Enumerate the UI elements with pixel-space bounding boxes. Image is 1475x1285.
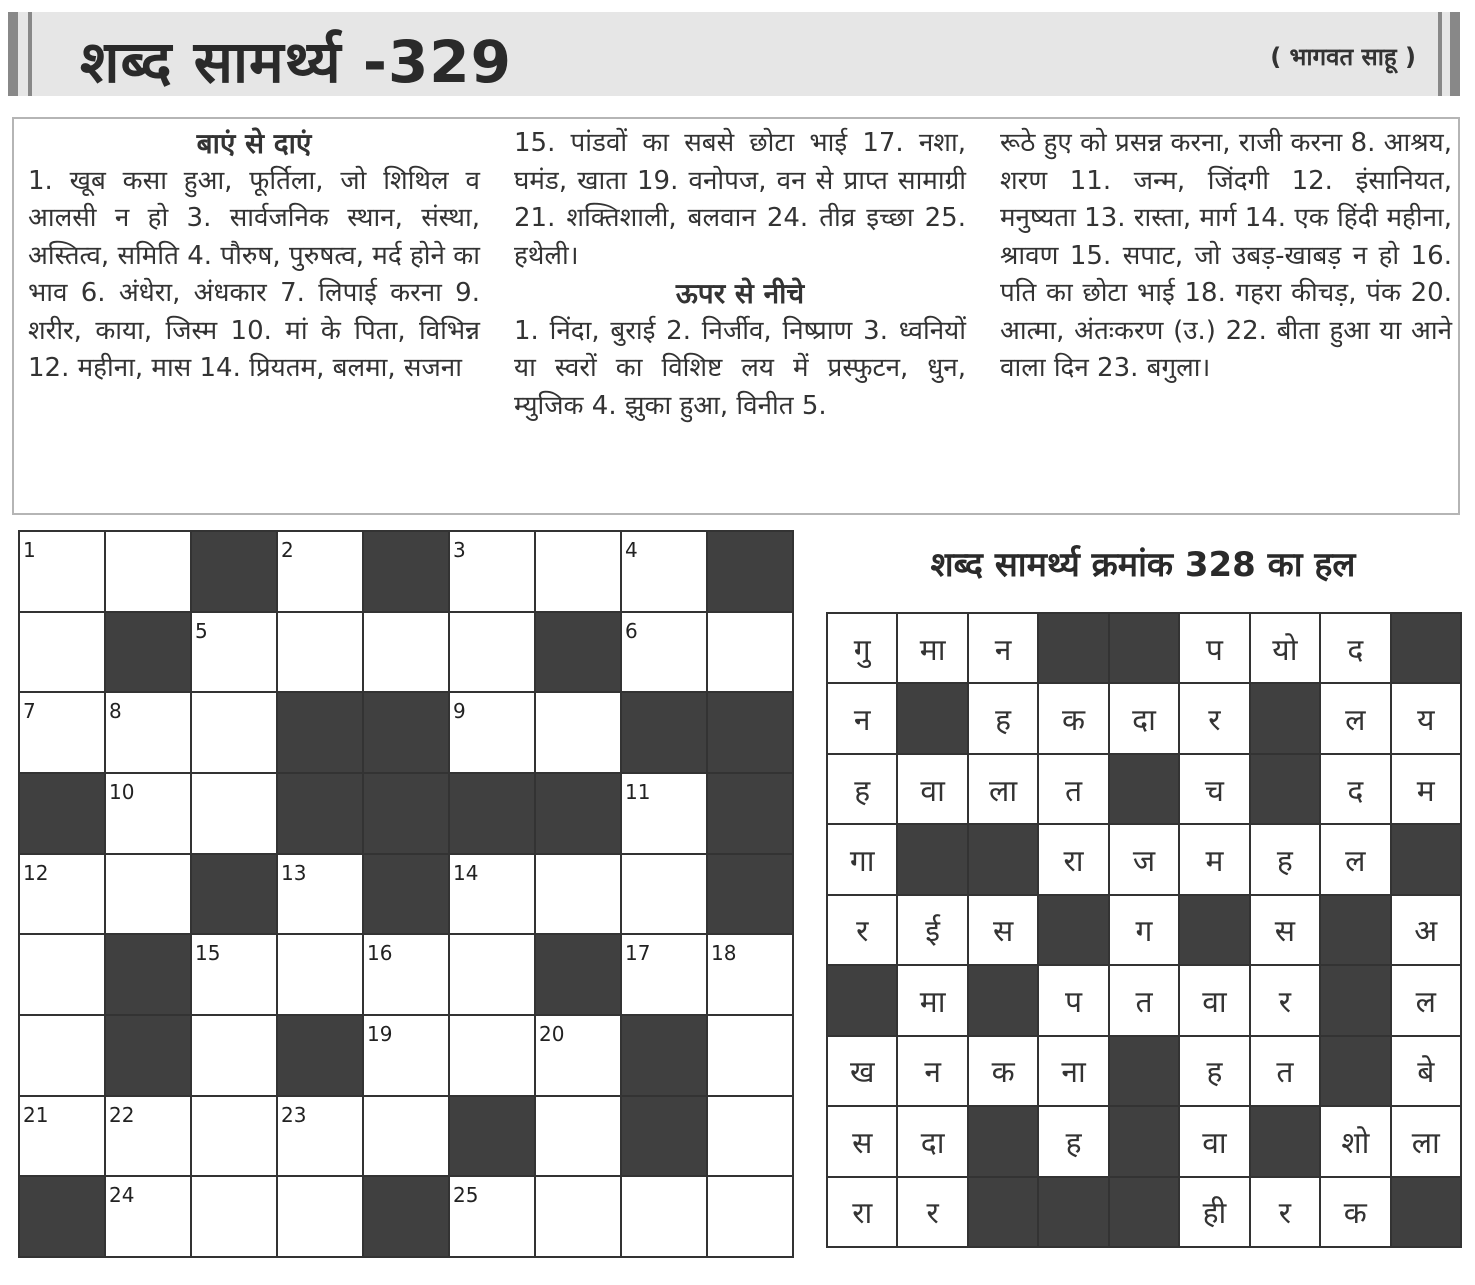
grid-cell[interactable] — [278, 1097, 362, 1176]
banner-bar-right-thin — [1438, 12, 1442, 96]
grid-cell[interactable] — [450, 935, 534, 1014]
solution-cell: ला — [1392, 1107, 1460, 1175]
black-cell — [106, 1016, 190, 1095]
solution-cell: वा — [1180, 966, 1248, 1034]
solution-cell: रा — [1039, 825, 1107, 893]
solution-cell: र — [828, 896, 896, 964]
solution-cell: ल — [1321, 684, 1389, 752]
solution-cell: ह — [828, 755, 896, 823]
solution-cell: ही — [1180, 1178, 1248, 1246]
grid-cell[interactable] — [622, 935, 706, 1014]
solution-cell: रा — [828, 1178, 896, 1246]
grid-cell[interactable] — [278, 935, 362, 1014]
solution-cell: क — [1321, 1178, 1389, 1246]
solution-cell: न — [828, 684, 896, 752]
grid-cell[interactable] — [192, 1177, 276, 1256]
clue-number: 10 — [109, 779, 135, 804]
grid-cell[interactable] — [278, 613, 362, 692]
grid-cell[interactable] — [450, 855, 534, 934]
solution-cell: स — [828, 1107, 896, 1175]
grid-cell[interactable] — [708, 613, 792, 692]
clue-number: 16 — [367, 941, 393, 966]
solution-cell: ना — [1039, 1037, 1107, 1105]
solution-black-cell — [1180, 896, 1248, 964]
grid-cell[interactable] — [106, 693, 190, 772]
solution-black-cell — [1110, 1037, 1178, 1105]
grid-cell[interactable] — [192, 935, 276, 1014]
crossword-grid — [18, 530, 794, 1258]
solution-cell: वा — [898, 755, 966, 823]
grid-cell[interactable] — [536, 1177, 620, 1256]
grid-cell[interactable] — [192, 774, 276, 853]
solution-cell: शो — [1321, 1107, 1389, 1175]
clue-number: 12 — [23, 860, 49, 885]
clue-number: 17 — [625, 941, 651, 966]
clue-number: 3 — [453, 538, 466, 562]
banner-bar-right-thick — [1450, 12, 1460, 96]
grid-cell[interactable] — [622, 613, 706, 692]
grid-cell[interactable] — [622, 774, 706, 853]
solution-black-cell — [1039, 896, 1107, 964]
clues-column-1 — [28, 125, 480, 388]
solution-cell: क — [1039, 684, 1107, 752]
solution-cell: म — [1392, 755, 1460, 823]
grid-cell[interactable] — [20, 1016, 104, 1095]
solution-black-cell — [969, 1178, 1037, 1246]
solution-black-cell — [1321, 1037, 1389, 1105]
grid-cell[interactable] — [622, 855, 706, 934]
solution-cell: न — [969, 614, 1037, 682]
black-cell — [20, 774, 104, 853]
grid-cell[interactable] — [450, 693, 534, 772]
clue-number: 19 — [367, 1021, 393, 1046]
grid-cell[interactable] — [536, 1097, 620, 1176]
solution-cell: र — [898, 1178, 966, 1246]
solution-black-cell — [969, 1107, 1037, 1175]
black-cell — [450, 1097, 534, 1176]
clue-number: 7 — [23, 699, 36, 724]
clue-number: 22 — [109, 1102, 135, 1127]
grid-cell[interactable] — [364, 1016, 448, 1095]
author-credit: ( भागवत साहू ) — [1270, 43, 1416, 71]
grid-cell[interactable] — [622, 532, 706, 611]
clue-number: 4 — [625, 538, 638, 562]
solution-cell: त — [1039, 755, 1107, 823]
solution-black-cell — [898, 684, 966, 752]
solution-cell: यो — [1251, 614, 1319, 682]
grid-cell[interactable] — [192, 693, 276, 772]
black-cell — [622, 1016, 706, 1095]
solution-grid — [826, 612, 1462, 1248]
solution-black-cell — [1110, 1178, 1178, 1246]
solution-black-cell — [1251, 684, 1319, 752]
grid-cell[interactable] — [364, 1097, 448, 1176]
solution-black-cell — [1110, 755, 1178, 823]
grid-cell[interactable] — [622, 1177, 706, 1256]
solution-cell: ल — [1321, 825, 1389, 893]
grid-cell[interactable] — [536, 693, 620, 772]
solution-cell: ल — [1392, 966, 1460, 1034]
across-heading: बाएं से दाएं — [196, 127, 312, 160]
solution-cell: दा — [1110, 684, 1178, 752]
grid-cell[interactable] — [450, 1016, 534, 1095]
solution-black-cell — [1392, 1178, 1460, 1246]
grid-cell[interactable] — [450, 1177, 534, 1256]
solution-cell: मा — [898, 966, 966, 1034]
clue-number: 6 — [625, 618, 638, 643]
banner-bar-left-thin — [28, 12, 32, 96]
solution-black-cell — [1039, 1178, 1107, 1246]
black-cell — [106, 935, 190, 1014]
clue-number: 13 — [281, 860, 307, 885]
solution-black-cell — [828, 966, 896, 1034]
solution-cell: ह — [1180, 1037, 1248, 1105]
black-cell — [106, 613, 190, 692]
black-cell — [364, 693, 448, 772]
grid-cell[interactable] — [364, 613, 448, 692]
solution-cell: त — [1110, 966, 1178, 1034]
solution-black-cell — [1251, 755, 1319, 823]
grid-cell[interactable] — [536, 1016, 620, 1095]
clue-number: 8 — [109, 699, 122, 724]
solution-cell: ज — [1110, 825, 1178, 893]
solution-black-cell — [969, 966, 1037, 1034]
black-cell — [708, 693, 792, 772]
solution-black-cell — [1321, 896, 1389, 964]
solution-cell: ला — [969, 755, 1037, 823]
solution-cell: क — [969, 1037, 1037, 1105]
black-cell — [536, 613, 620, 692]
grid-cell[interactable] — [192, 1097, 276, 1176]
grid-cell[interactable] — [106, 1097, 190, 1176]
solution-cell: ह — [969, 684, 1037, 752]
solution-cell: गा — [828, 825, 896, 893]
grid-cell[interactable] — [106, 1177, 190, 1256]
clue-number: 20 — [539, 1021, 565, 1046]
header-banner — [8, 12, 1460, 96]
clues-column-2 — [514, 125, 966, 425]
solution-black-cell — [1392, 614, 1460, 682]
black-cell — [708, 532, 792, 611]
clue-number: 1 — [23, 538, 36, 562]
black-cell — [278, 693, 362, 772]
solution-cell: य — [1392, 684, 1460, 752]
solution-cell: स — [969, 896, 1037, 964]
solution-cell: ग — [1110, 896, 1178, 964]
black-cell — [450, 774, 534, 853]
grid-cell[interactable] — [106, 774, 190, 853]
solution-cell: न — [898, 1037, 966, 1105]
grid-cell[interactable] — [20, 855, 104, 934]
solution-title: शब्द सामर्थ्य क्रमांक 328 का हल — [930, 545, 1356, 585]
black-cell — [278, 774, 362, 853]
grid-cell[interactable] — [364, 935, 448, 1014]
down-clues-part-2: रूठे हुए को प्रसन्न करना, राजी करना 8. आश्रय, शरण 11. जन्म, जिंदगी 12. इंसानियत, मनुष्यता 13. रास्ता, मार्ग 14. एक हिंदी महीना, श्रावण 15. सपाट, जो उबड़-खाबड़ न हो 16. पति का छोटा भाई 18. गहरा कीचड़, पंक 20. आत्मा, अंतःकरण (उ.) 22. बीता हुआ या आने वाला दिन 23. बगुला। — [1000, 128, 1452, 383]
solution-cell: र — [1251, 1178, 1319, 1246]
solution-cell: स — [1251, 896, 1319, 964]
clue-number: 9 — [453, 699, 466, 724]
solution-cell: बे — [1392, 1037, 1460, 1105]
grid-cell[interactable] — [708, 1177, 792, 1256]
black-cell — [622, 1097, 706, 1176]
solution-cell: अ — [1392, 896, 1460, 964]
black-cell — [278, 1016, 362, 1095]
clue-number: 2 — [281, 538, 294, 562]
grid-cell[interactable] — [20, 935, 104, 1014]
black-cell — [622, 693, 706, 772]
solution-black-cell — [1110, 1107, 1178, 1175]
grid-cell[interactable] — [450, 613, 534, 692]
solution-cell: मा — [898, 614, 966, 682]
solution-cell: गु — [828, 614, 896, 682]
solution-black-cell — [898, 825, 966, 893]
solution-cell: द — [1321, 755, 1389, 823]
clue-number: 11 — [625, 779, 651, 804]
clue-number: 24 — [109, 1183, 135, 1208]
clue-number: 21 — [23, 1102, 49, 1127]
solution-cell: ह — [1039, 1107, 1107, 1175]
solution-cell: प — [1180, 614, 1248, 682]
solution-black-cell — [1110, 614, 1178, 682]
grid-cell[interactable] — [708, 935, 792, 1014]
solution-cell: ख — [828, 1037, 896, 1105]
clue-number: 14 — [453, 860, 479, 885]
black-cell — [364, 1177, 448, 1256]
solution-black-cell — [1251, 1107, 1319, 1175]
black-cell — [536, 774, 620, 853]
across-clues-part-2: 15. पांडवों का सबसे छोटा भाई 17. नशा, घमंड, खाता 19. वनोपज, वन से प्राप्त सामाग्री 21. शक्तिशाली, बलवान 24. तीव्र इच्छा 25. हथेली। — [514, 128, 966, 271]
grid-cell[interactable] — [708, 1016, 792, 1095]
down-clues-part-1: 1. निंदा, बुराई 2. निर्जीव, निष्प्राण 3. ध्वनियों या स्वरों का विशिष्ट लय में प्रस्फुटन, धुन, म्युजिक 4. झुका हुआ, विनीत 5. — [514, 315, 966, 421]
clue-number: 18 — [711, 941, 737, 966]
solution-cell: ई — [898, 896, 966, 964]
grid-cell[interactable] — [536, 855, 620, 934]
clue-number: 25 — [453, 1183, 479, 1208]
black-cell — [20, 1177, 104, 1256]
grid-cell[interactable] — [278, 855, 362, 934]
black-cell — [708, 855, 792, 934]
clues-column-3 — [1000, 125, 1452, 388]
grid-cell[interactable] — [536, 532, 620, 611]
solution-cell: र — [1251, 966, 1319, 1034]
grid-cell[interactable] — [20, 613, 104, 692]
across-clues-part-1: 1. खूब कसा हुआ, फूर्तिला, जो शिथिल व आलसी न हो 3. सार्वजनिक स्थान, संस्था, अस्तित्व, समिति 4. पौरुष, पुरुषत्व, मर्द होने का भाव 6. अंधेरा, अंधकार 7. लिपाई करना 9. शरीर, काया, जिस्म 10. मां के पिता, विभिन्न 12. महीना, मास 14. प्रियतम, बलमा, सजना — [28, 165, 480, 383]
banner-bar-left-thick — [8, 12, 18, 96]
solution-cell: वा — [1180, 1107, 1248, 1175]
clue-number: 5 — [195, 618, 208, 643]
black-cell — [708, 774, 792, 853]
solution-black-cell — [1321, 966, 1389, 1034]
grid-cell[interactable] — [20, 1097, 104, 1176]
grid-cell[interactable] — [106, 532, 190, 611]
solution-cell: ह — [1251, 825, 1319, 893]
solution-black-cell — [1039, 614, 1107, 682]
solution-black-cell — [969, 825, 1037, 893]
page-title: शब्द सामर्थ्य -329 — [80, 28, 513, 96]
grid-cell[interactable] — [192, 1016, 276, 1095]
black-cell — [192, 532, 276, 611]
clue-number: 15 — [195, 941, 221, 966]
clue-number: 23 — [281, 1102, 307, 1127]
solution-cell: च — [1180, 755, 1248, 823]
solution-cell: त — [1251, 1037, 1319, 1105]
solution-black-cell — [1392, 825, 1460, 893]
grid-cell[interactable] — [708, 1097, 792, 1176]
grid-cell[interactable] — [278, 1177, 362, 1256]
grid-cell[interactable] — [20, 532, 104, 611]
black-cell — [364, 855, 448, 934]
grid-cell[interactable] — [278, 532, 362, 611]
solution-cell: र — [1180, 684, 1248, 752]
clues-panel — [12, 117, 1460, 515]
solution-cell: द — [1321, 614, 1389, 682]
black-cell — [536, 935, 620, 1014]
solution-cell: दा — [898, 1107, 966, 1175]
solution-cell: म — [1180, 825, 1248, 893]
down-heading: ऊपर से नीचे — [675, 277, 805, 310]
grid-cell[interactable] — [106, 855, 190, 934]
grid-cell[interactable] — [450, 532, 534, 611]
black-cell — [192, 855, 276, 934]
grid-cell[interactable] — [20, 693, 104, 772]
grid-cell[interactable] — [192, 613, 276, 692]
black-cell — [364, 774, 448, 853]
black-cell — [364, 532, 448, 611]
solution-cell: प — [1039, 966, 1107, 1034]
